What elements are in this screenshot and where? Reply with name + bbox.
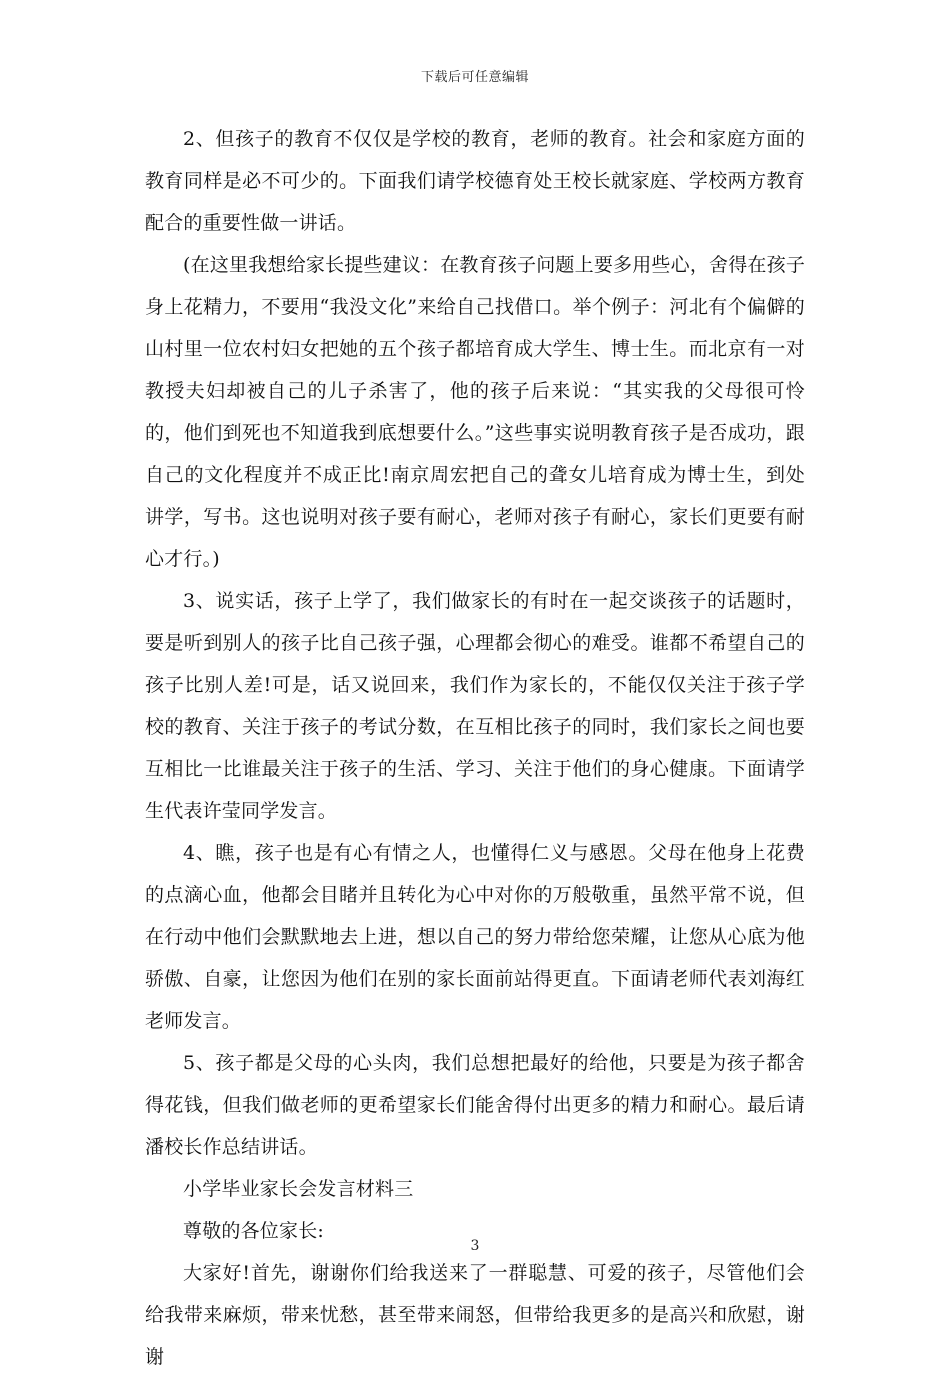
paragraph-greeting: 大家好!首先，谢谢你们给我送来了一群聪慧、可爱的孩子，尽管他们会给我带来麻烦，带来忧愁，甚至带来闹怒，但带给我更多的是高兴和欣慰，谢谢: [145, 1262, 805, 1368]
paragraph-item-4: 4、瞧，孩子也是有心有情之人，也懂得仁义与感恩。父母在他身上花费的点滴心血，他都会目睹并且转化为心中对你的万般敬重，虽然平常不说，但在行动中他们会默默地去上进，想以自己的努力带给您荣耀，让您从心底为他骄傲、自豪，让您因为他们在别的家长面前站得更直。下面请老师代表刘海红老师发言。: [145, 842, 805, 1032]
paragraph-suggestion-note: (在这里我想给家长提些建议：在教育孩子问题上要多用些心，舍得在孩子身上花精力，不要用“我没文化”来给自己找借口。举个例子：河北有个偏僻的山村里一位农村妇女把她的五个孩子都培育成大学生、博士生。而北京有一对教授夫妇却被自己的儿子杀害了，他的孩子后来说：“其实我的父母很可怜的，他们到死也不知道我到底想要什么。”这些事实说明教育孩子是否成功，跟自己的文化程度并不成正比!南京周宏把自己的聋女儿培育成为博士生，到处讲学，写书。这也说明对孩子要有耐心，老师对孩子有耐心，家长们更要有耐心才行。): [145, 254, 806, 570]
paragraph-item-5: 5、孩子都是父母的心头肉，我们总想把最好的给他，只要是为孩子都舍得花钱，但我们做老师的更希望家长们能舍得付出更多的精力和耐心。最后请潘校长作总结讲话。: [145, 1052, 805, 1158]
page-header: 下载后可任意编辑: [420, 70, 529, 85]
section-title: 小学毕业家长会发言材料三: [183, 1178, 414, 1200]
document-body: [145, 118, 805, 1378]
paragraph-item-2: 2、但孩子的教育不仅仅是学校的教育，老师的教育。社会和家庭方面的教育同样是必不可少的。下面我们请学校德育处王校长就家庭、学校两方教育配合的重要性做一讲话。: [145, 128, 805, 234]
paragraph-item-3: 3、说实话，孩子上学了，我们做家长的有时在一起交谈孩子的话题时，要是听到别人的孩子比自己孩子强，心理都会彻心的难受。谁都不希望自己的孩子比别人差!可是，话又说回来，我们作为家长的，不能仅仅关注于孩子学校的教育、关注于孩子的考试分数，在互相比孩子的同时，我们家长之间也要互相比一比谁最关注于孩子的生活、学习、关注于他们的身心健康。下面请学生代表许莹同学发言。: [145, 590, 805, 822]
salutation: 尊敬的各位家长:: [183, 1220, 325, 1242]
page-number: 3: [470, 1238, 480, 1254]
